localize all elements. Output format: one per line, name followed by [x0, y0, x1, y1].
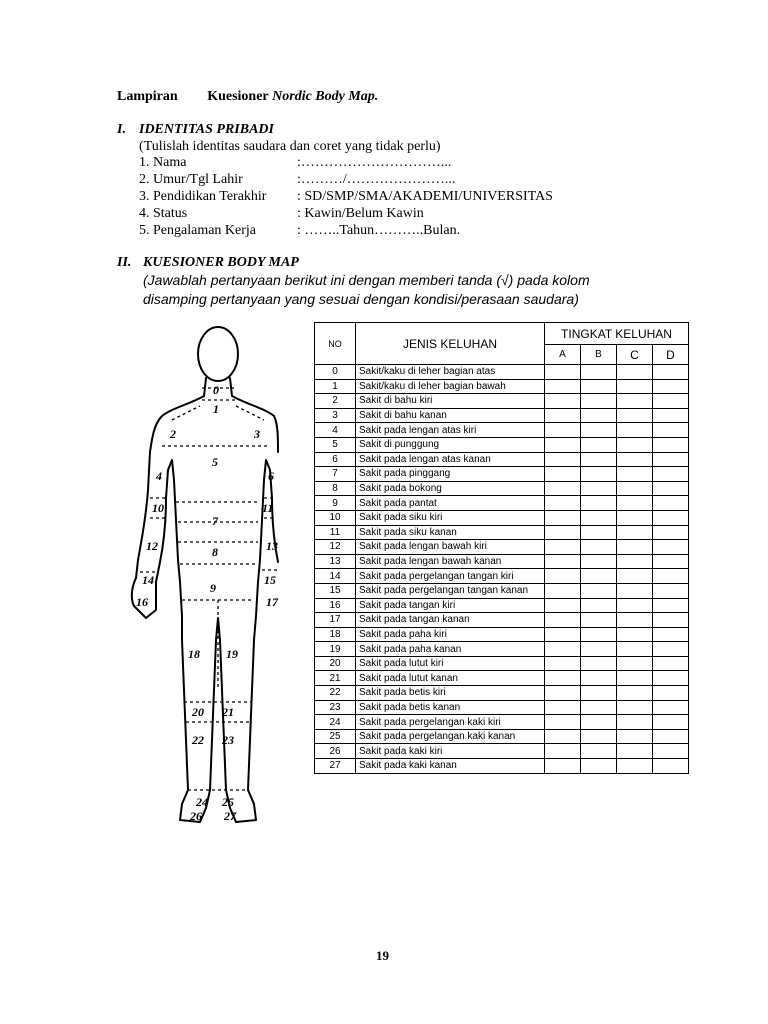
level-checkbox-cell-c[interactable] — [617, 379, 653, 394]
level-checkbox-cell-b[interactable] — [581, 598, 617, 613]
region-label-4: 4 — [156, 469, 162, 483]
table-row — [315, 481, 689, 496]
row-number: 19 — [315, 642, 356, 657]
level-checkbox-cell-a[interactable] — [545, 467, 581, 482]
level-checkbox-cell-c[interactable] — [617, 569, 653, 584]
level-checkbox-cell-a[interactable] — [545, 715, 581, 730]
region-label-17: 17 — [266, 595, 278, 609]
level-checkbox-cell-a[interactable] — [545, 481, 581, 496]
row-number: 6 — [315, 452, 356, 467]
row-number: 12 — [315, 540, 356, 555]
level-checkbox-cell-a[interactable] — [545, 656, 581, 671]
level-checkbox-cell-a[interactable] — [545, 379, 581, 394]
level-checkbox-cell-a[interactable] — [545, 365, 581, 380]
level-checkbox-cell-b[interactable] — [581, 583, 617, 598]
section2-heading — [117, 255, 299, 271]
level-header-a: A — [545, 345, 581, 365]
table-row — [315, 583, 689, 598]
level-checkbox-cell-b[interactable] — [581, 715, 617, 730]
region-label-9: 9 — [210, 581, 216, 595]
level-checkbox-cell-d[interactable] — [653, 598, 689, 613]
table-row — [315, 394, 689, 409]
level-checkbox-cell-b[interactable] — [581, 452, 617, 467]
field-label: 4. Status — [139, 206, 188, 221]
level-checkbox-cell-d[interactable] — [653, 379, 689, 394]
row-complaint: Sakit pada paha kanan — [356, 642, 545, 657]
level-checkbox-cell-b[interactable] — [581, 510, 617, 525]
field-name — [139, 155, 452, 171]
region-label-12: 12 — [146, 539, 158, 553]
region-label-6: 6 — [268, 469, 274, 483]
section2-title: KUESIONER BODY MAP — [143, 255, 299, 270]
level-checkbox-cell-a[interactable] — [545, 525, 581, 540]
field-value: : ……..Tahun………..Bulan. — [297, 223, 461, 238]
field-education — [139, 189, 553, 205]
level-checkbox-cell-b[interactable] — [581, 525, 617, 540]
level-checkbox-cell-b[interactable] — [581, 437, 617, 452]
row-complaint: Sakit di bahu kiri — [356, 394, 545, 409]
level-checkbox-cell-d[interactable] — [653, 613, 689, 628]
region-label-27: 27 — [224, 809, 236, 823]
level-checkbox-cell-d[interactable] — [653, 729, 689, 744]
level-checkbox-cell-d[interactable] — [653, 408, 689, 423]
level-checkbox-cell-a[interactable] — [545, 423, 581, 438]
level-checkbox-cell-b[interactable] — [581, 729, 617, 744]
level-checkbox-cell-a[interactable] — [545, 627, 581, 642]
region-label-15: 15 — [264, 573, 276, 587]
level-checkbox-cell-d[interactable] — [653, 540, 689, 555]
level-checkbox-cell-d[interactable] — [653, 394, 689, 409]
level-checkbox-cell-d[interactable] — [653, 583, 689, 598]
level-checkbox-cell-b[interactable] — [581, 656, 617, 671]
level-checkbox-cell-b[interactable] — [581, 467, 617, 482]
level-checkbox-cell-d[interactable] — [653, 671, 689, 686]
level-checkbox-cell-d[interactable] — [653, 496, 689, 511]
field-label: 2. Umur/Tgl Lahir — [139, 172, 243, 187]
section1-number: I. — [117, 122, 126, 137]
table-row — [315, 642, 689, 657]
row-number: 8 — [315, 481, 356, 496]
row-complaint: Sakit pada kaki kanan — [356, 759, 545, 774]
table-row — [315, 729, 689, 744]
region-label-7: 7 — [212, 514, 218, 528]
level-checkbox-cell-b[interactable] — [581, 554, 617, 569]
region-label-8: 8 — [212, 545, 218, 559]
row-complaint: Sakit pada pergelangan kaki kiri — [356, 715, 545, 730]
level-checkbox-cell-c[interactable] — [617, 408, 653, 423]
level-checkbox-cell-a[interactable] — [545, 642, 581, 657]
row-number: 0 — [315, 365, 356, 380]
level-checkbox-cell-b[interactable] — [581, 671, 617, 686]
level-checkbox-cell-a[interactable] — [545, 496, 581, 511]
level-checkbox-cell-d[interactable] — [653, 569, 689, 584]
level-checkbox-cell-a[interactable] — [545, 394, 581, 409]
field-value: : Kawin/Belum Kawin — [297, 206, 424, 221]
table-row — [315, 700, 689, 715]
section1-note: (Tulislah identitas saudara dan coret yang tidak perlu) — [139, 139, 441, 154]
row-complaint: Sakit pada lengan bawah kanan — [356, 554, 545, 569]
level-checkbox-cell-c[interactable] — [617, 365, 653, 380]
level-checkbox-cell-d[interactable] — [653, 423, 689, 438]
table-row — [315, 423, 689, 438]
row-complaint: Sakit/kaku di leher bagian atas — [356, 365, 545, 380]
table-row — [315, 365, 689, 380]
level-checkbox-cell-b[interactable] — [581, 423, 617, 438]
row-complaint: Sakit pada lengan atas kiri — [356, 423, 545, 438]
level-checkbox-cell-b[interactable] — [581, 365, 617, 380]
level-checkbox-cell-a[interactable] — [545, 510, 581, 525]
level-checkbox-cell-c[interactable] — [617, 715, 653, 730]
region-label-20: 20 — [192, 705, 204, 719]
level-checkbox-cell-a[interactable] — [545, 744, 581, 759]
level-checkbox-cell-c[interactable] — [617, 744, 653, 759]
level-header-c: C — [617, 345, 653, 365]
table-row — [315, 540, 689, 555]
table-row — [315, 379, 689, 394]
field-label: 1. Nama — [139, 155, 187, 170]
section1-heading — [117, 122, 274, 138]
row-number: 20 — [315, 656, 356, 671]
region-label-1: 1 — [213, 402, 219, 416]
row-number: 24 — [315, 715, 356, 730]
level-checkbox-cell-b[interactable] — [581, 569, 617, 584]
level-checkbox-cell-c[interactable] — [617, 452, 653, 467]
section2-note-line1: (Jawablah pertanyaan berikut ini dengan memberi tanda (√) pada kolom — [143, 272, 590, 288]
level-checkbox-cell-c[interactable] — [617, 554, 653, 569]
row-number: 5 — [315, 437, 356, 452]
row-number: 1 — [315, 379, 356, 394]
level-checkbox-cell-c[interactable] — [617, 671, 653, 686]
row-number: 23 — [315, 700, 356, 715]
table-row — [315, 744, 689, 759]
level-checkbox-cell-a[interactable] — [545, 437, 581, 452]
row-complaint: Sakit pada pergelangan tangan kanan — [356, 583, 545, 598]
row-number: 17 — [315, 613, 356, 628]
level-checkbox-cell-d[interactable] — [653, 467, 689, 482]
region-label-25: 25 — [222, 795, 234, 809]
table-row — [315, 671, 689, 686]
level-checkbox-cell-d[interactable] — [653, 437, 689, 452]
row-number: 26 — [315, 744, 356, 759]
level-checkbox-cell-c[interactable] — [617, 583, 653, 598]
level-checkbox-cell-a[interactable] — [545, 598, 581, 613]
level-checkbox-cell-b[interactable] — [581, 686, 617, 701]
table-row — [315, 408, 689, 423]
row-number: 27 — [315, 759, 356, 774]
field-value: : SD/SMP/SMA/AKADEMI/UNIVERSITAS — [297, 189, 553, 204]
region-label-18: 18 — [188, 647, 200, 661]
section1-title: IDENTITAS PRIBADI — [139, 122, 274, 137]
row-number: 14 — [315, 569, 356, 584]
level-checkbox-cell-b[interactable] — [581, 481, 617, 496]
level-checkbox-cell-d[interactable] — [653, 744, 689, 759]
level-checkbox-cell-b[interactable] — [581, 627, 617, 642]
level-checkbox-cell-b[interactable] — [581, 540, 617, 555]
row-number: 2 — [315, 394, 356, 409]
level-checkbox-cell-a[interactable] — [545, 613, 581, 628]
level-header-b: B — [581, 345, 617, 365]
region-label-22: 22 — [192, 733, 204, 747]
row-complaint: Sakit pada bokong — [356, 481, 545, 496]
row-complaint: Sakit pada pinggang — [356, 467, 545, 482]
level-checkbox-cell-d[interactable] — [653, 700, 689, 715]
field-status — [139, 206, 424, 222]
row-complaint: Sakit pada pergelangan kaki kanan — [356, 729, 545, 744]
row-number: 22 — [315, 686, 356, 701]
level-checkbox-cell-a[interactable] — [545, 729, 581, 744]
complaint-table-body — [315, 365, 689, 774]
level-checkbox-cell-d[interactable] — [653, 642, 689, 657]
row-complaint: Sakit pada tangan kanan — [356, 613, 545, 628]
row-number: 25 — [315, 729, 356, 744]
row-complaint: Sakit pada betis kanan — [356, 700, 545, 715]
level-checkbox-cell-c[interactable] — [617, 481, 653, 496]
field-value: :………/…………………... — [297, 172, 456, 187]
level-checkbox-cell-b[interactable] — [581, 700, 617, 715]
row-complaint: Sakit pada pantat — [356, 496, 545, 511]
appendix-title — [117, 89, 378, 105]
row-complaint: Sakit pada lutut kiri — [356, 656, 545, 671]
row-complaint: Sakit pada lutut kanan — [356, 671, 545, 686]
region-label-0: 0 — [213, 383, 219, 397]
page-number: 19 — [376, 948, 389, 963]
region-label-3: 3 — [254, 427, 260, 441]
region-label-13: 13 — [266, 539, 278, 553]
level-checkbox-cell-a[interactable] — [545, 569, 581, 584]
level-checkbox-cell-c[interactable] — [617, 729, 653, 744]
level-checkbox-cell-c[interactable] — [617, 613, 653, 628]
level-checkbox-cell-b[interactable] — [581, 642, 617, 657]
level-checkbox-cell-c[interactable] — [617, 642, 653, 657]
level-checkbox-cell-d[interactable] — [653, 759, 689, 774]
level-checkbox-cell-a[interactable] — [545, 759, 581, 774]
row-complaint: Sakit pada pergelangan tangan kiri — [356, 569, 545, 584]
row-number: 15 — [315, 583, 356, 598]
level-checkbox-cell-c[interactable] — [617, 598, 653, 613]
row-complaint: Sakit pada siku kanan — [356, 525, 545, 540]
level-checkbox-cell-c[interactable] — [617, 540, 653, 555]
level-checkbox-cell-c[interactable] — [617, 437, 653, 452]
region-label-23: 23 — [222, 733, 234, 747]
questionnaire-word: Kuesioner — [207, 89, 269, 104]
region-label-19: 19 — [226, 647, 238, 661]
level-checkbox-cell-b[interactable] — [581, 394, 617, 409]
col-header-complaint: JENIS KELUHAN — [356, 323, 545, 365]
level-checkbox-cell-d[interactable] — [653, 510, 689, 525]
level-checkbox-cell-c[interactable] — [617, 423, 653, 438]
section2-note-line2: disamping pertanyaan yang sesuai dengan kondisi/perasaan saudara) — [143, 291, 579, 307]
row-number: 11 — [315, 525, 356, 540]
row-number: 16 — [315, 598, 356, 613]
level-checkbox-cell-a[interactable] — [545, 408, 581, 423]
level-checkbox-cell-d[interactable] — [653, 525, 689, 540]
region-label-5: 5 — [212, 455, 218, 469]
row-complaint: Sakit pada lengan bawah kiri — [356, 540, 545, 555]
table-row — [315, 569, 689, 584]
questionnaire-name: Nordic Body Map. — [272, 89, 379, 104]
table-row — [315, 510, 689, 525]
row-number: 21 — [315, 671, 356, 686]
table-row — [315, 627, 689, 642]
row-complaint: Sakit pada siku kiri — [356, 510, 545, 525]
level-checkbox-cell-c[interactable] — [617, 394, 653, 409]
level-checkbox-cell-b[interactable] — [581, 744, 617, 759]
table-row — [315, 715, 689, 730]
table-row — [315, 598, 689, 613]
table-row — [315, 437, 689, 452]
level-checkbox-cell-c[interactable] — [617, 759, 653, 774]
body-map-figure — [120, 320, 280, 840]
level-checkbox-cell-d[interactable] — [653, 452, 689, 467]
level-checkbox-cell-b[interactable] — [581, 496, 617, 511]
table-row — [315, 525, 689, 540]
level-checkbox-cell-d[interactable] — [653, 481, 689, 496]
level-checkbox-cell-a[interactable] — [545, 554, 581, 569]
level-checkbox-cell-c[interactable] — [617, 700, 653, 715]
level-checkbox-cell-d[interactable] — [653, 627, 689, 642]
level-checkbox-cell-d[interactable] — [653, 365, 689, 380]
row-complaint: Sakit di bahu kanan — [356, 408, 545, 423]
region-label-11: 11 — [262, 501, 274, 515]
level-checkbox-cell-c[interactable] — [617, 627, 653, 642]
row-number: 9 — [315, 496, 356, 511]
level-checkbox-cell-b[interactable] — [581, 759, 617, 774]
region-label-16: 16 — [136, 595, 148, 609]
row-number: 18 — [315, 627, 356, 642]
section2-number: II. — [117, 255, 132, 270]
field-label: 5. Pengalaman Kerja — [139, 223, 257, 238]
region-label-10: 10 — [152, 501, 164, 515]
level-checkbox-cell-d[interactable] — [653, 686, 689, 701]
level-checkbox-cell-d[interactable] — [653, 656, 689, 671]
level-header-d: D — [653, 345, 689, 365]
level-checkbox-cell-c[interactable] — [617, 467, 653, 482]
level-checkbox-cell-b[interactable] — [581, 408, 617, 423]
level-checkbox-cell-c[interactable] — [617, 496, 653, 511]
region-label-21: 21 — [222, 705, 234, 719]
level-checkbox-cell-a[interactable] — [545, 583, 581, 598]
row-number: 3 — [315, 408, 356, 423]
row-complaint: Sakit pada kaki kiri — [356, 744, 545, 759]
col-header-level: TINGKAT KELUHAN — [545, 323, 689, 345]
level-checkbox-cell-c[interactable] — [617, 525, 653, 540]
table-row — [315, 613, 689, 628]
table-row — [315, 554, 689, 569]
level-checkbox-cell-a[interactable] — [545, 686, 581, 701]
field-experience — [139, 223, 461, 239]
row-number: 7 — [315, 467, 356, 482]
table-row — [315, 759, 689, 774]
level-checkbox-cell-c[interactable] — [617, 656, 653, 671]
table-row — [315, 496, 689, 511]
level-checkbox-cell-d[interactable] — [653, 715, 689, 730]
complaint-table — [314, 322, 689, 774]
row-complaint: Sakit/kaku di leher bagian bawah — [356, 379, 545, 394]
region-label-24: 24 — [196, 795, 208, 809]
appendix-label: Lampiran — [117, 89, 178, 104]
region-label-14: 14 — [142, 573, 154, 587]
row-complaint: Sakit pada betis kiri — [356, 686, 545, 701]
field-age — [139, 172, 456, 188]
level-checkbox-cell-b[interactable] — [581, 613, 617, 628]
level-checkbox-cell-c[interactable] — [617, 686, 653, 701]
row-complaint: Sakit pada paha kiri — [356, 627, 545, 642]
row-number: 10 — [315, 510, 356, 525]
level-checkbox-cell-a[interactable] — [545, 540, 581, 555]
row-number: 4 — [315, 423, 356, 438]
level-checkbox-cell-d[interactable] — [653, 554, 689, 569]
level-checkbox-cell-a[interactable] — [545, 671, 581, 686]
row-complaint: Sakit di punggung — [356, 437, 545, 452]
level-checkbox-cell-a[interactable] — [545, 700, 581, 715]
table-row — [315, 656, 689, 671]
level-checkbox-cell-c[interactable] — [617, 510, 653, 525]
row-number: 13 — [315, 554, 356, 569]
region-label-2: 2 — [170, 427, 176, 441]
field-value: :…………………………... — [297, 155, 452, 170]
level-checkbox-cell-a[interactable] — [545, 452, 581, 467]
row-complaint: Sakit pada lengan atas kanan — [356, 452, 545, 467]
level-checkbox-cell-b[interactable] — [581, 379, 617, 394]
table-row — [315, 452, 689, 467]
field-label: 3. Pendidikan Terakhir — [139, 189, 267, 204]
table-row — [315, 686, 689, 701]
row-complaint: Sakit pada tangan kiri — [356, 598, 545, 613]
table-row — [315, 467, 689, 482]
col-header-no: NO — [315, 323, 356, 365]
region-label-26: 26 — [190, 809, 202, 823]
